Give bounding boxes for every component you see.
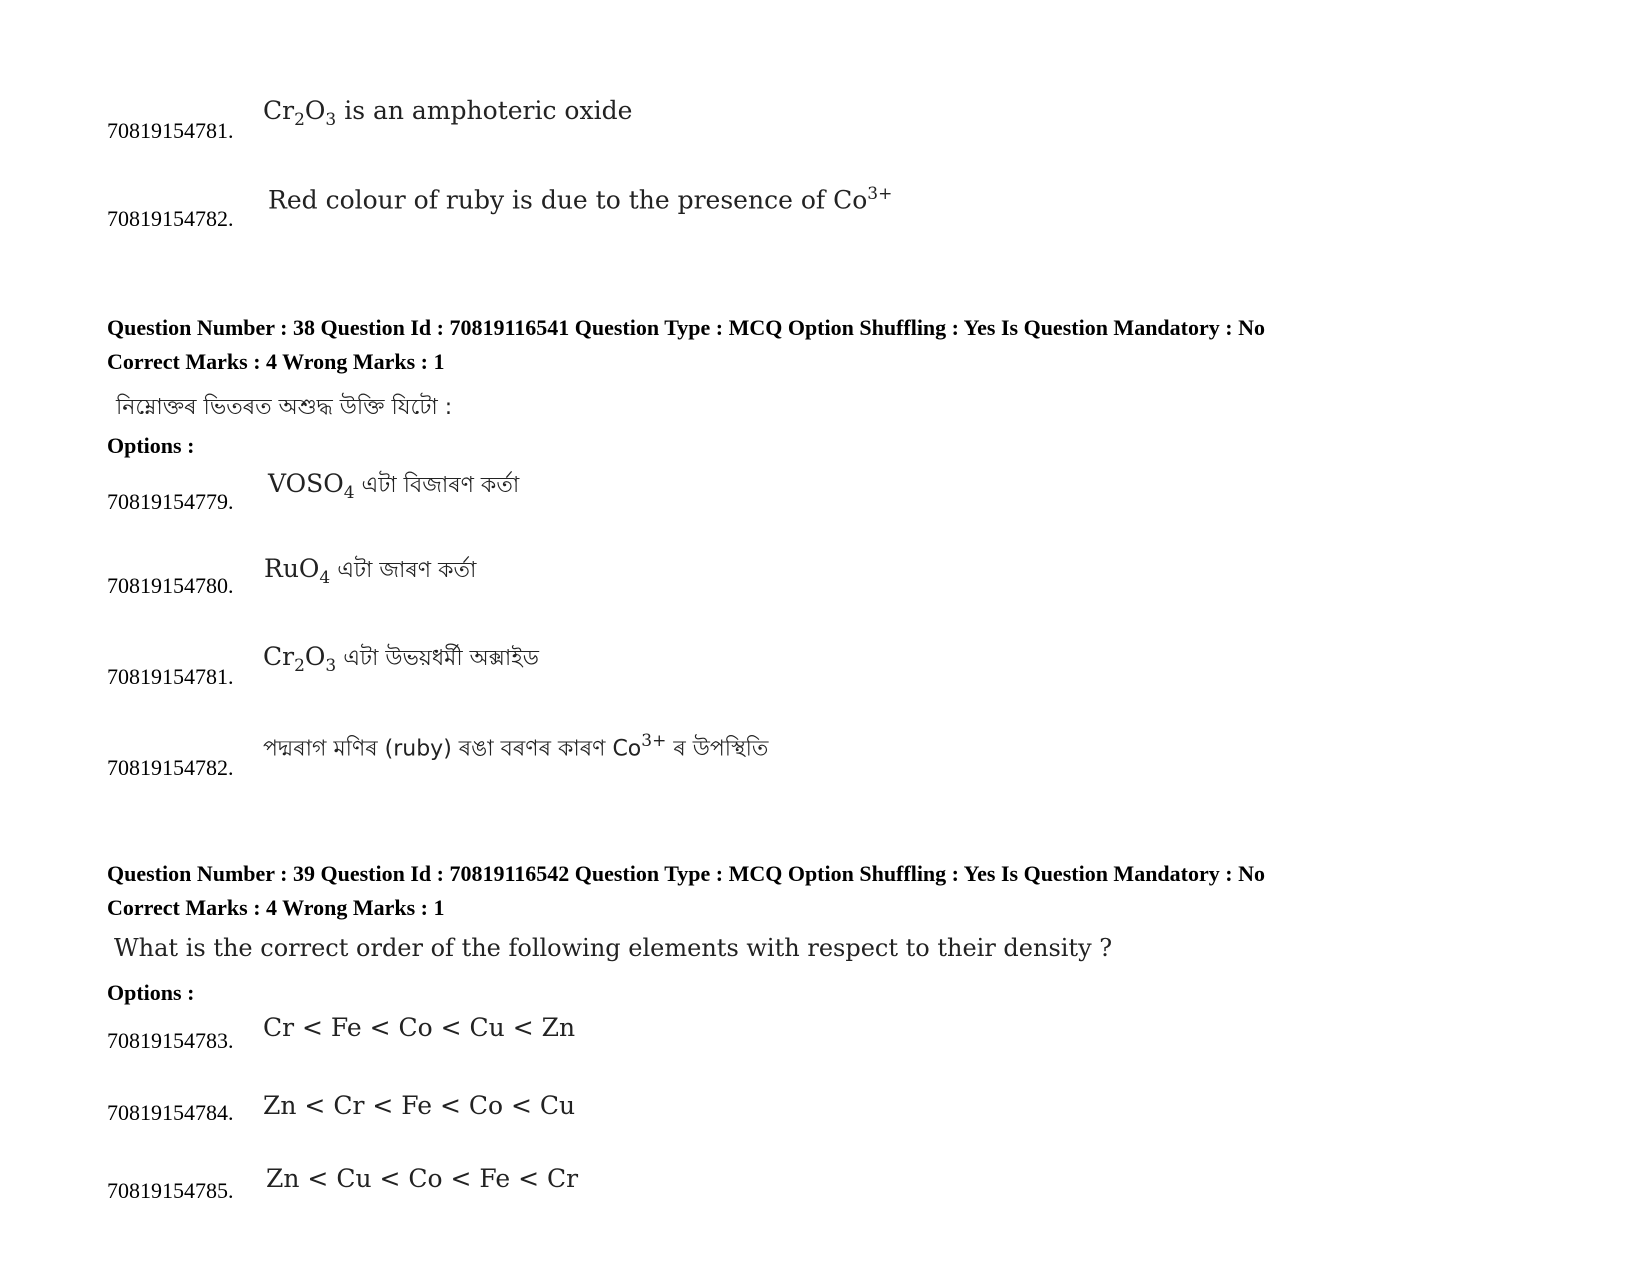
option-text: Zn < Cr < Fe < Co < Cu [263, 1091, 576, 1120]
option-text: $Cr_2O_3$ এটা উভয়ধৰ্মী অক্সাইড [263, 642, 539, 676]
question-39-marks: Correct Marks : 4 Wrong Marks : 1 [107, 895, 445, 920]
question-38-header: Question Number : 38 Question Id : 70819116541 Question Type : MCQ Option Shuffling : Yes Is Question Mandatory : No [107, 315, 1265, 340]
question-38-options-label: Options : [107, 433, 195, 458]
question-39-header: Question Number : 39 Question Id : 70819116542 Question Type : MCQ Option Shuffling : Yes Is Question Mandatory : No [107, 861, 1265, 886]
option-number: 70819154781. [107, 118, 234, 143]
option-text: পদ্মৰাগ মণিৰ (ruby) ৰঙা বৰণৰ কাৰণ $Co^{3+}$ ৰ উপস্থিতি [263, 731, 769, 762]
option-number: 70819154783. [107, 1028, 234, 1053]
option-number: 70819154779. [107, 489, 234, 514]
option-text: Zn < Cu < Co < Fe < Cr [266, 1164, 579, 1193]
question-38-text: নিম্নোক্তৰ ভিতৰত অশুদ্ধ উক্তি যিটো : [116, 395, 453, 420]
question-39-text: What is the correct order of the following elements with respect to their density ? [114, 934, 1113, 962]
option-number: 70819154782. [107, 755, 234, 780]
option-text: Cr < Fe < Co < Cu < Zn [263, 1013, 576, 1042]
option-number: 70819154781. [107, 664, 234, 689]
option-number: 70819154784. [107, 1100, 234, 1125]
option-text: RuO$_4$ এটা জাৰণ কৰ্তা [264, 554, 477, 588]
option-text: $Cr_2O_3$ is an amphoteric oxide [263, 96, 633, 130]
question-39-options-label: Options : [107, 980, 195, 1005]
option-text: $VOSO_4$ এটা বিজাৰণ কৰ্তা [268, 469, 520, 503]
option-number: 70819154785. [107, 1178, 234, 1203]
option-text: Red colour of ruby is due to the presence of $Co^{3+}$ [268, 184, 893, 215]
question-38-marks: Correct Marks : 4 Wrong Marks : 1 [107, 349, 445, 374]
option-number: 70819154780. [107, 573, 234, 598]
option-number: 70819154782. [107, 206, 234, 231]
